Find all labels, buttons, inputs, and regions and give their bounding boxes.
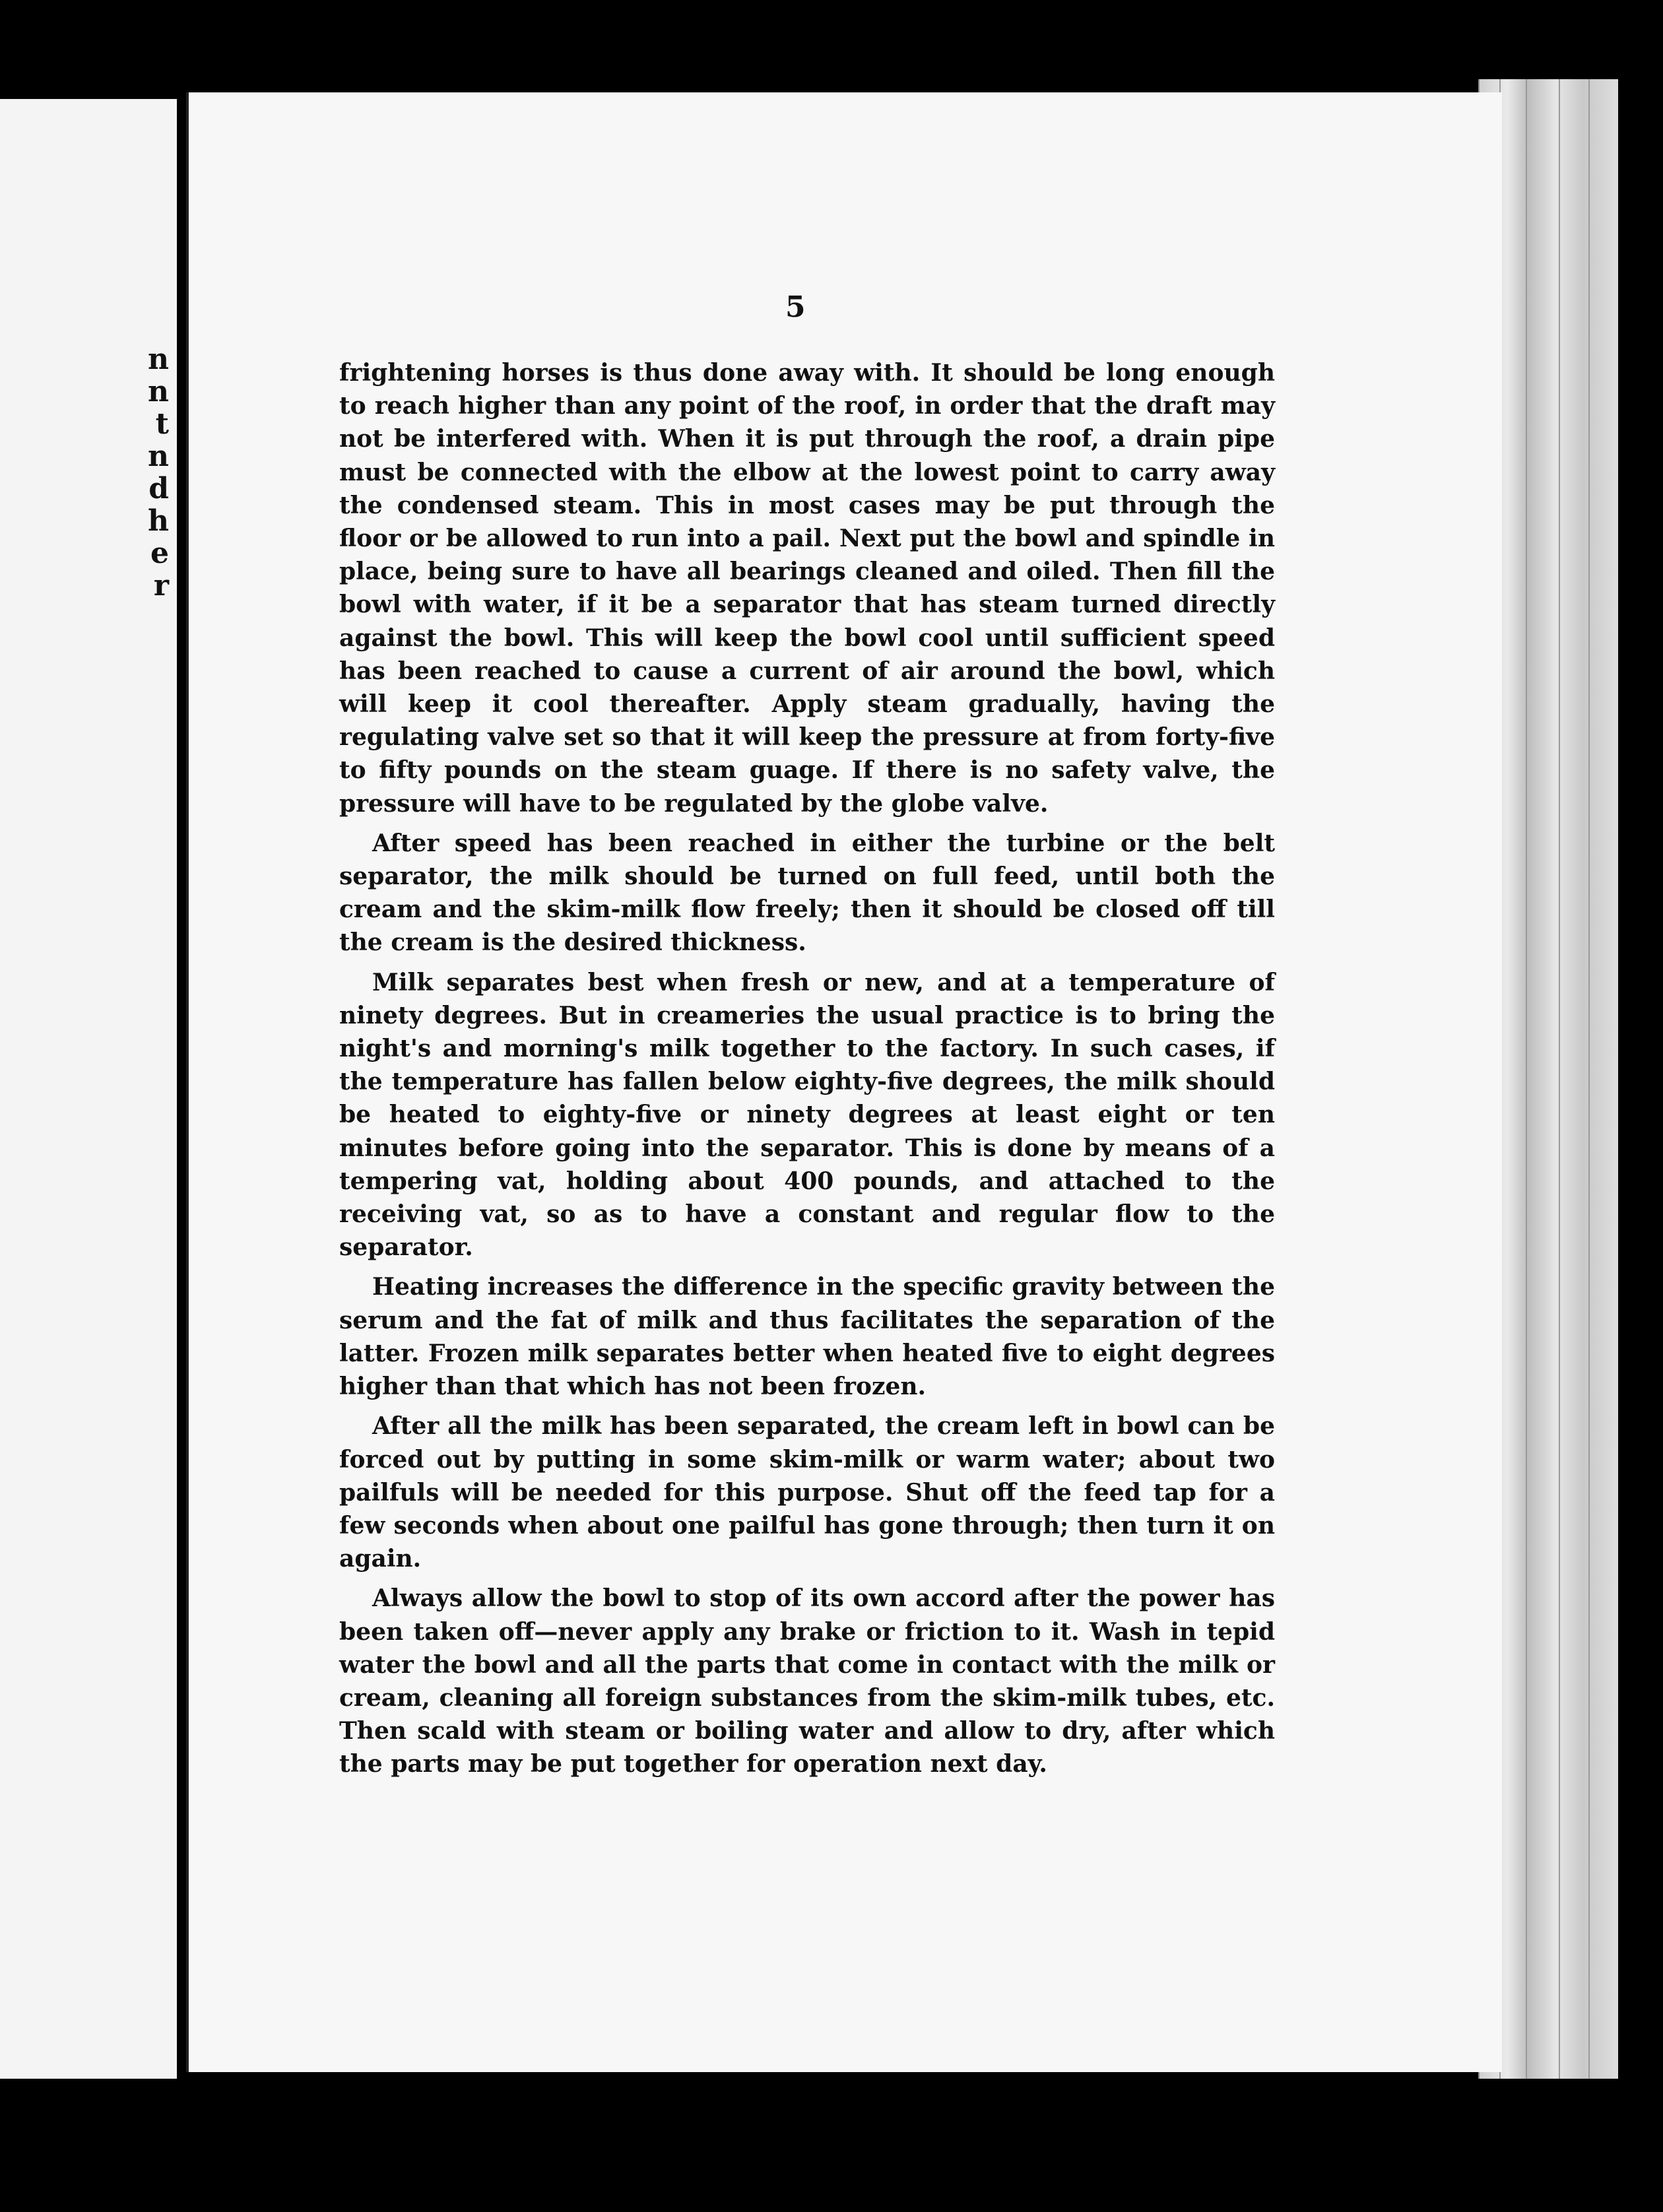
paragraph: Heating increases the difference in the specific gravity between the serum and the fat of milk and thus facilitates the separation of the latter. Frozen milk separates better when heated five to eight degrees higher than that which has not been frozen. <box>339 1273 1275 1401</box>
page-edge-line <box>1559 79 1560 2079</box>
page-body-text <box>339 356 1275 1781</box>
book-gutter <box>177 99 186 2079</box>
paragraph: After all the milk has been separated, the cream left in bowl can be forced out by putting in some skim-milk or warm water; about two pailfuls will be needed for this purpose. Shut off the feed tap for a few seconds when about one pailful has gone through; then turn it on again. <box>339 1412 1275 1573</box>
left-fragment: n <box>148 439 169 473</box>
left-fragment: r <box>153 569 169 602</box>
left-fragment: d <box>148 472 169 505</box>
left-fragment: n <box>148 342 169 376</box>
paragraph: frightening horses is thus done away with. It should be long enough to reach higher than any point of the roof, in order that the draft may not be interfered with. When it is put through the roof, a drain pipe must be connected with the elbow at the lowest point to carry away the condensed steam. This in most cases may be put through the floor or be allowed to run into a pail. Next put the bowl and spindle in place, being sure to have all bearings cleaned and oiled. Then fill the bowl with water, if it be a separator that has steam turned directly against the bowl. This will keep the bowl cool until sufficient speed has been reached to cause a current of air around the bowl, which will keep it cool thereafter. Apply steam gradually, having the regulating valve set so that it will keep the pressure at from forty-five to fifty pounds on the steam guage. If there is no safety valve, the pressure will have to be regulated by the globe valve. <box>339 359 1275 818</box>
left-fragment: e <box>150 537 169 570</box>
left-page-text-fragments <box>148 343 169 602</box>
left-facing-page <box>0 99 177 2079</box>
left-fragment: h <box>148 504 169 538</box>
paragraph: After speed has been reached in either the turbine or the belt separator, the milk should be turned on full feed, until both the cream and the skim-milk flow freely; then it should be closed off till the cream is the desired thickness. <box>339 829 1275 957</box>
page-edge-line <box>1526 79 1527 2079</box>
page-number: 5 <box>785 290 806 324</box>
page-edge-line <box>1588 79 1590 2079</box>
left-fragment: n <box>148 375 169 408</box>
left-fragment: t <box>155 407 169 441</box>
paragraph: Milk separates best when fresh or new, and at a temperature of ninety degrees. But in creameries the usual practice is to bring the night's and morning's milk together to the factory. In such cases, if the temperature has fallen below eighty-five degrees, the milk should be heated to eighty-five or ninety degrees at least eight or ten minutes before going into the separator. This is done by means of a tempering vat, holding about 400 pounds, and attached to the receiving vat, so as to have a constant and regular flow to the separator. <box>339 968 1275 1262</box>
paragraph: Always allow the bowl to stop of its own accord after the power has been taken off—never apply any brake or friction to it. Wash in tepid water the bowl and all the parts that come in contact with the milk or cream, cleaning all foreign substances from the skim-milk tubes, etc. Then scald with steam or boiling water and allow to dry, after which the parts may be put together for operation next day. <box>339 1584 1275 1778</box>
